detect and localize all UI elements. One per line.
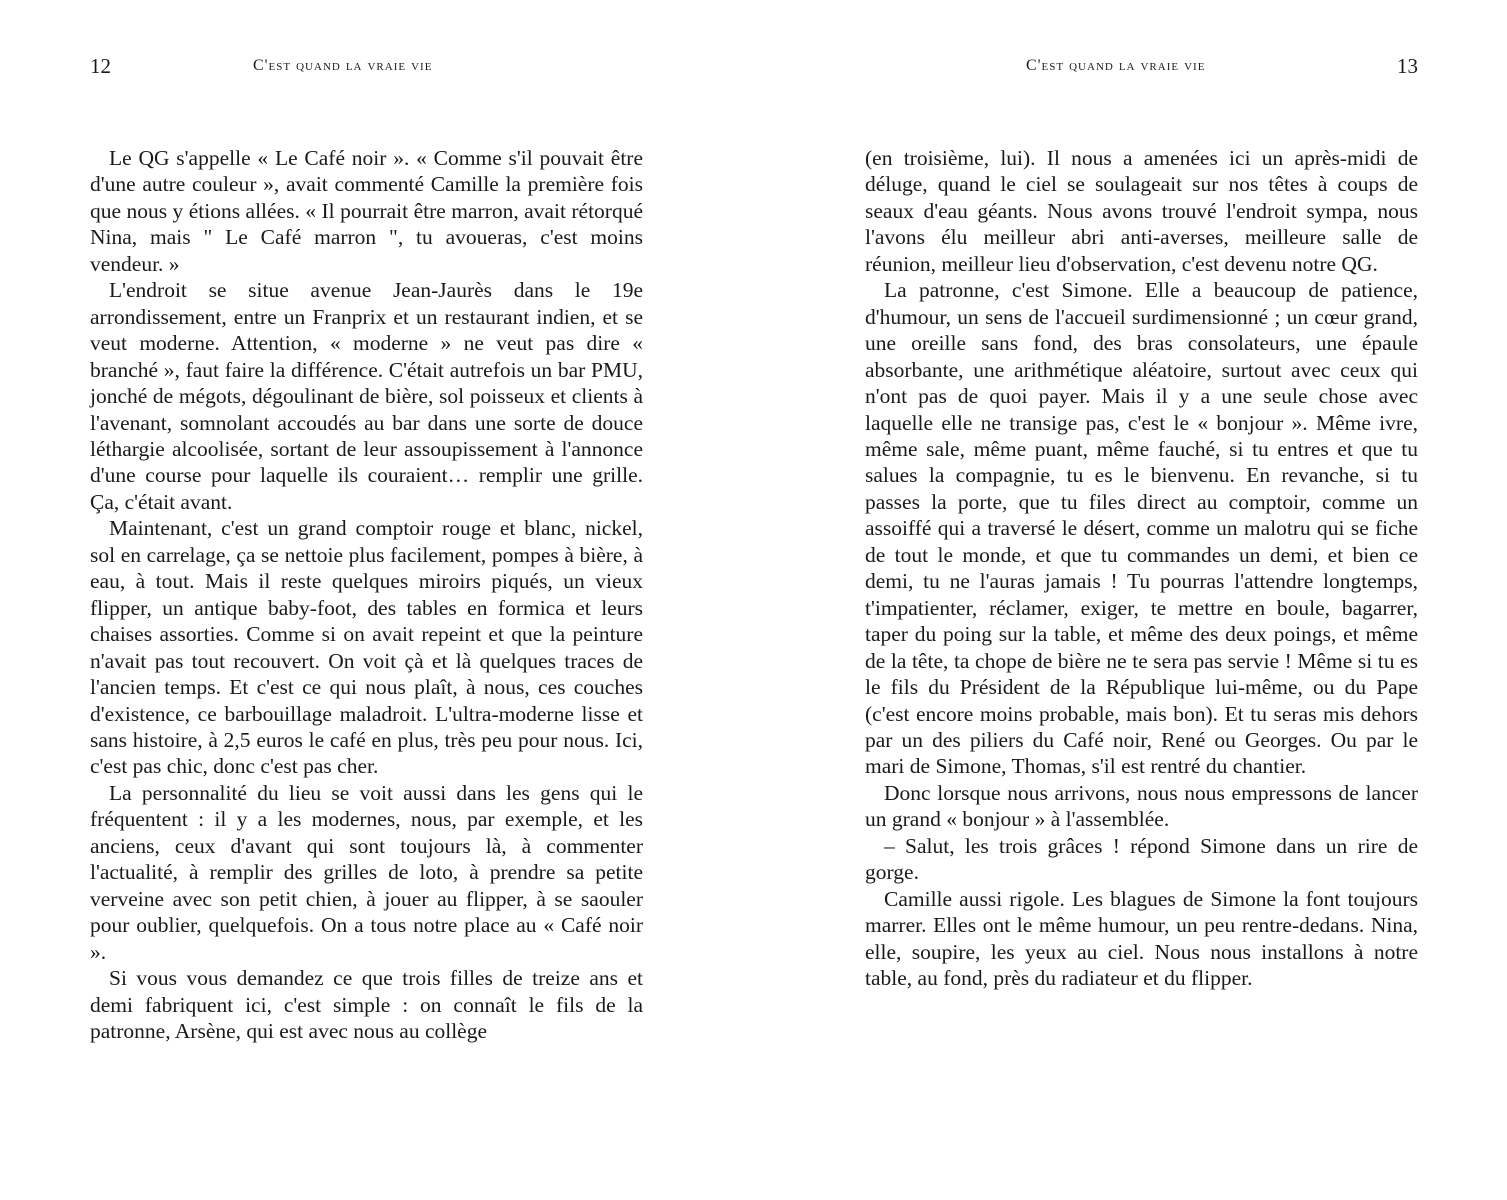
paragraph: La patronne, c'est Simone. Elle a beaucoup de patience, d'humour, un sens de l'accueil surdimensionné ; un cœur grand, une oreille sans fond, des bras consolateurs, une épaule absorbante, une arithmétique aléatoire, surtout avec ceux qui n'ont pas de quoi payer. Mais il y a une seule chose avec laquelle elle ne transige pas, c'est le « bonjour ». Même ivre, même sale, même puant, même fauché, si tu entres et que tu salues la compagnie, tu es le bienvenu. En revanche, si tu passes la porte, que tu files direct au comptoir, comme un assoiffé qui a traversé le désert, comme un malotru qui se fiche de tout le monde, et que tu commandes un demi, et bien ce demi, tu ne l'auras jamais ! Tu pourras l'attendre longtemps, t'impatienter, réclamer, exiger, te mettre en boule, bagarrer, taper du poing sur la table, et même des deux poings, et même de la tête, ta chope de bière ne te sera pas servie ! Même si tu es le fils du Président de la République lui-même, ou du Pape (c'est encore moins probable, mais bon). Et tu seras mis dehors par un des piliers du Café noir, René ou Georges. Ou par le mari de Simone, Thomas, s'il est rentré du chantier. bbox=[865, 278, 1418, 779]
page-number: 12 bbox=[90, 54, 111, 78]
paragraph: Maintenant, c'est un grand comptoir rouge et blanc, nickel, sol en carrelage, ça se nettoie plus facilement, pompes à bière, à eau, à tout. Mais il reste quelques miroirs piqués, un vieux flipper, un antique baby-foot, des tables en formica et leurs chaises assorties. Comme si on avait repeint et que la peinture n'avait pas tout recouvert. On voit çà et là quelques traces de l'ancien temps. Et c'est ce qui nous plaît, à nous, ces couches d'existence, ce barbouillage maladroit. L'ultra-moderne lisse et sans histoire, à 2,5 euros le café en plus, très peu pour nous. Ici, c'est pas chic, donc c'est pas cher. bbox=[90, 516, 643, 779]
paragraph: Si vous vous demandez ce que trois filles de treize ans et demi fabriquent ici, c'est simple : on connaît le fils de la patronne, Arsène, qui est avec nous au collège bbox=[90, 966, 643, 1043]
left-page bbox=[0, 0, 753, 1200]
body-text bbox=[90, 145, 643, 1044]
running-head: C'est quand la vraie vie bbox=[1026, 57, 1206, 74]
paragraph: L'endroit se situe avenue Jean-Jaurès dans le 19e arrondissement, entre un Franprix et un restaurant indien, et se veut moderne. Attention, « moderne » ne veut pas dire « branché », faut faire la différence. C'était autrefois un bar PMU, jonché de mégots, dégoulinant de bière, sol poisseux et clients à l'avenant, somnolant accoudés au bar dans une sorte de douce léthargie alcoolisée, sortant de leur assoupissement à l'annonce d'une course pour laquelle ils couraient… remplir une grille. Ça, c'était avant. bbox=[90, 278, 643, 514]
paragraph: (en troisième, lui). Il nous a amenées ici un après-midi de déluge, quand le ciel se soulageait sur nos têtes à coups de seaux d'eau géants. Nous avons trouvé l'endroit sympa, nous l'avons élu meilleur abri anti-averses, meilleure salle de réunion, meilleur lieu d'observation, c'est devenu notre QG. bbox=[865, 146, 1418, 276]
right-page bbox=[753, 0, 1507, 1200]
paragraph: Camille aussi rigole. Les blagues de Simone la font toujours marrer. Elles ont le même humour, un peu rentre-dedans. Nina, elle, soupire, les yeux au ciel. Nous nous installons à notre table, au fond, près du radiateur et du flipper. bbox=[865, 886, 1418, 991]
paragraph: La personnalité du lieu se voit aussi dans les gens qui le fréquentent : il y a les modernes, nous, par exemple, et les anciens, ceux d'avant qui sont toujours là, à commenter l'actualité, à remplir des grilles de loto, à prendre sa petite verveine avec son petit chien, à jouer au flipper, à se saouler pour oublier, quelquefois. On a tous notre place au « Café noir ». bbox=[90, 780, 643, 964]
paragraph: – Salut, les trois grâces ! répond Simone dans un rire de gorge. bbox=[865, 833, 1418, 885]
paragraph: Donc lorsque nous arrivons, nous nous empressons de lancer un grand « bonjour » à l'assemblée. bbox=[865, 780, 1418, 832]
body-text bbox=[865, 145, 1418, 992]
paragraph: Le QG s'appelle « Le Café noir ». « Comme s'il pouvait être d'une autre couleur », avait commenté Camille la première fois que nous y étions allées. « Il pourrait être marron, avait rétorqué Nina, mais " Le Café marron ", tu avoueras, c'est moins vendeur. » bbox=[90, 146, 643, 276]
running-head: C'est quand la vraie vie bbox=[253, 57, 433, 74]
page-number: 13 bbox=[1397, 54, 1418, 78]
